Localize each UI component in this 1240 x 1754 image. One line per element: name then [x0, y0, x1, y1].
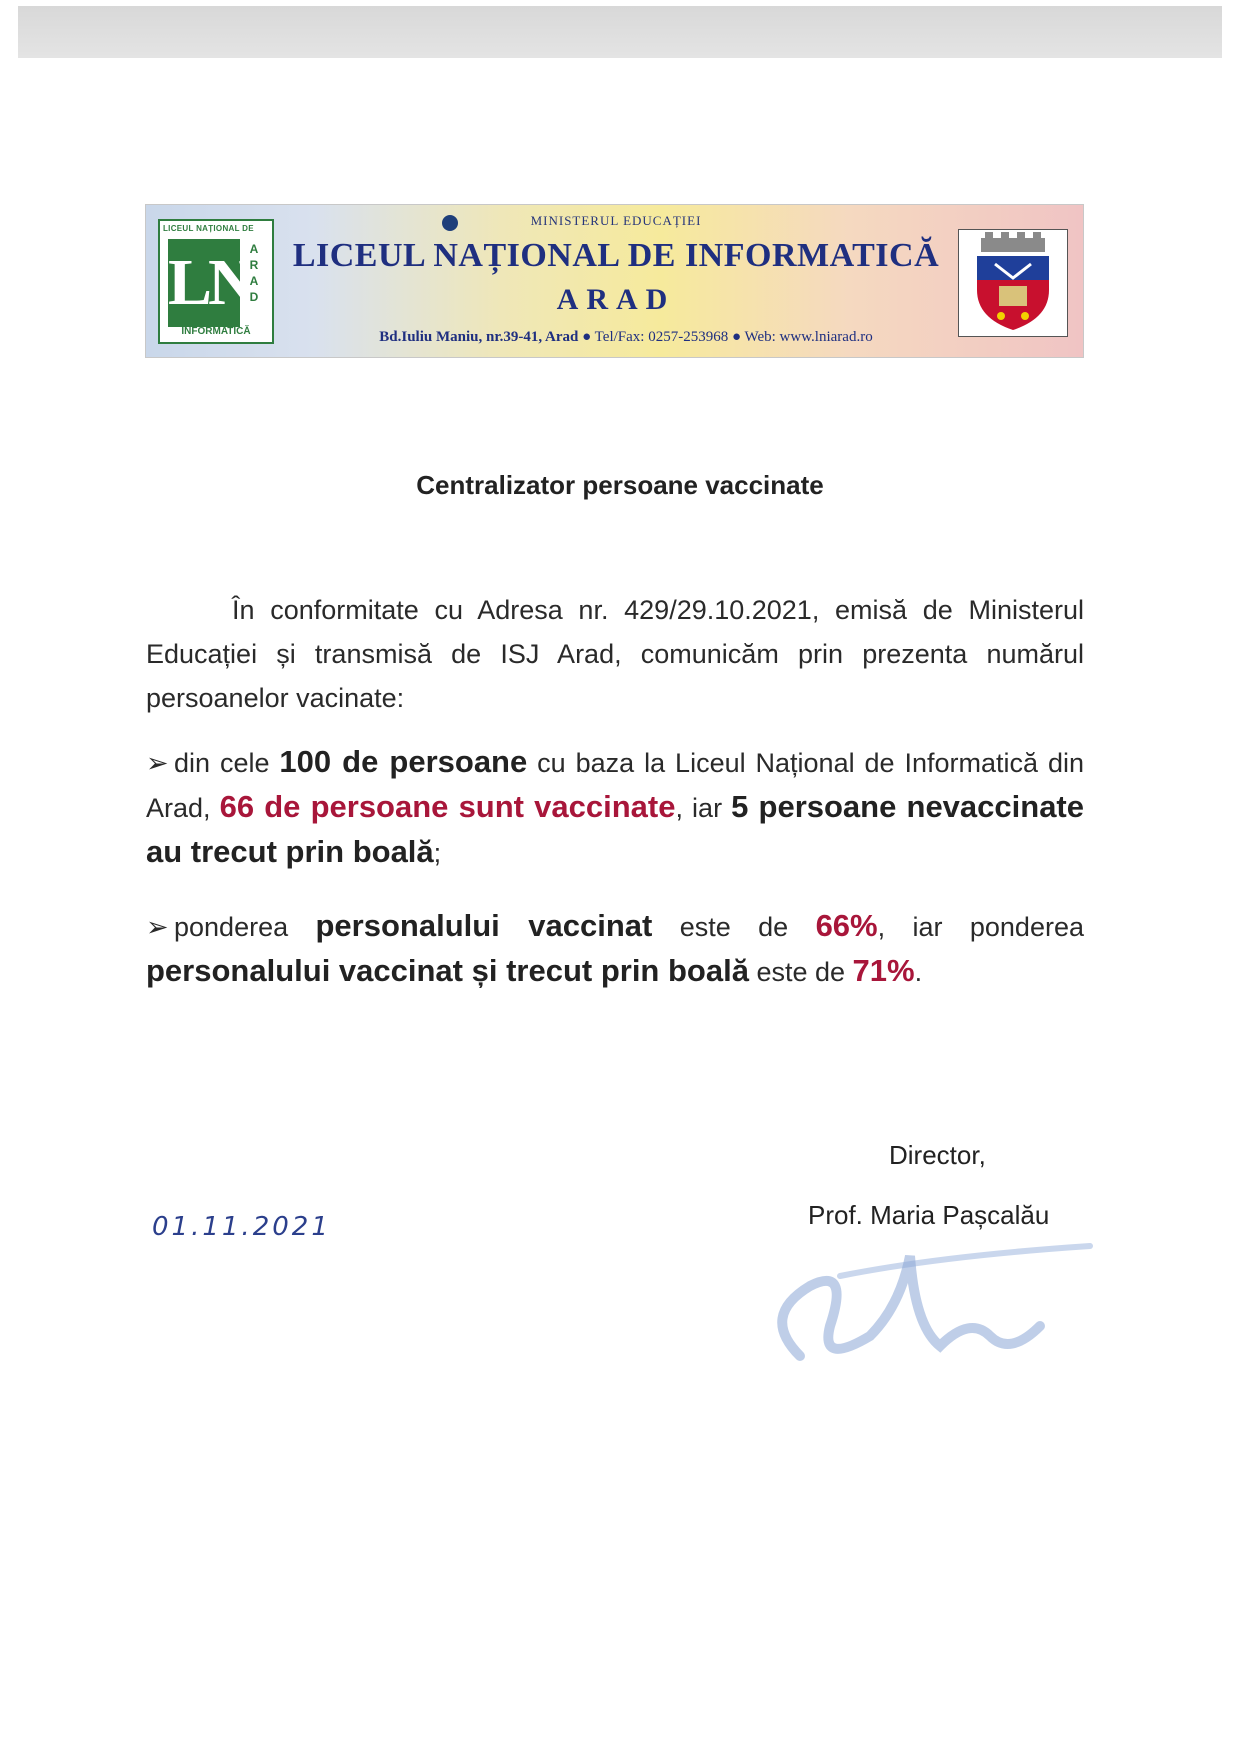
web-address: Web: www.lniarad.ro — [744, 329, 873, 345]
text-part: . — [914, 957, 923, 987]
text-part: cu baza la Liceul Național de Informatică din Arad, — [146, 748, 1084, 823]
logo-letters: LN — [168, 239, 240, 327]
vaccination-rate: 66% — [815, 908, 878, 943]
telfax: Tel/Fax: 0257-253968 — [594, 329, 729, 345]
total-persons: 100 de persoane — [279, 744, 528, 779]
arad-coat-of-arms-icon — [958, 229, 1068, 337]
ministry-name: MINISTERUL EDUCAȚIEI — [530, 213, 702, 228]
ministry-emblem-icon — [442, 215, 458, 231]
text-part: din cele — [174, 748, 280, 778]
director-name: Prof. Maria Pașcalău — [808, 1200, 1050, 1230]
letterhead — [145, 204, 1084, 358]
arrow-bullet-icon: ➢ — [146, 912, 169, 942]
page-title: Centralizator persoane vaccinate — [416, 470, 824, 500]
text-part: este de — [748, 957, 853, 987]
director-label: Director, — [889, 1140, 986, 1170]
contact-line — [296, 329, 956, 346]
scan-edge — [18, 6, 1222, 58]
text-part: , iar — [675, 793, 732, 823]
text-part: , iar ponderea — [877, 912, 1084, 942]
vaccinated-recovered-staff: personalului vaccinat și trecut prin boală — [146, 953, 749, 988]
bullet-vaccinated-count — [146, 740, 1084, 875]
combined-rate: 71% — [852, 953, 915, 988]
signature — [740, 1236, 1100, 1396]
logo-top-text: LICEUL NAȚIONAL DE — [163, 224, 254, 233]
vaccinated-persons: 66 de persoane sunt vaccinate — [219, 789, 676, 824]
school-city: ARAD — [556, 283, 676, 316]
text-part: ponderea — [174, 912, 316, 942]
address: Bd.Iuliu Maniu, nr.39-41, Arad — [379, 329, 579, 345]
vaccinated-staff: personalului vaccinat — [315, 908, 653, 943]
logo-side-text: A R A D — [249, 242, 259, 304]
arrow-bullet-icon: ➢ — [146, 748, 169, 778]
logo-bottom-text: INFORMATICĂ — [181, 326, 251, 337]
school-name: LICEUL NAȚIONAL DE INFORMATICĂ — [292, 237, 940, 274]
school-logo — [158, 219, 274, 344]
bullet-vaccination-rate — [146, 904, 1084, 994]
text-part: ; — [433, 838, 442, 868]
handwritten-date: 01.11.2021 — [152, 1212, 331, 1242]
bullet-separator: ● — [582, 329, 595, 345]
intro-paragraph: În conformitate cu Adresa nr. 429/29.10.2021, emisă de Ministerul Educației și transmisă de ISJ Arad, comunicăm prin prezenta numărul persoanelor vacinate: — [146, 595, 1084, 713]
bullet-separator: ● — [731, 329, 745, 345]
recovered-persons: 5 persoane nevaccinate au trecut prin boală — [146, 789, 1085, 869]
text-part: este de — [652, 912, 816, 942]
